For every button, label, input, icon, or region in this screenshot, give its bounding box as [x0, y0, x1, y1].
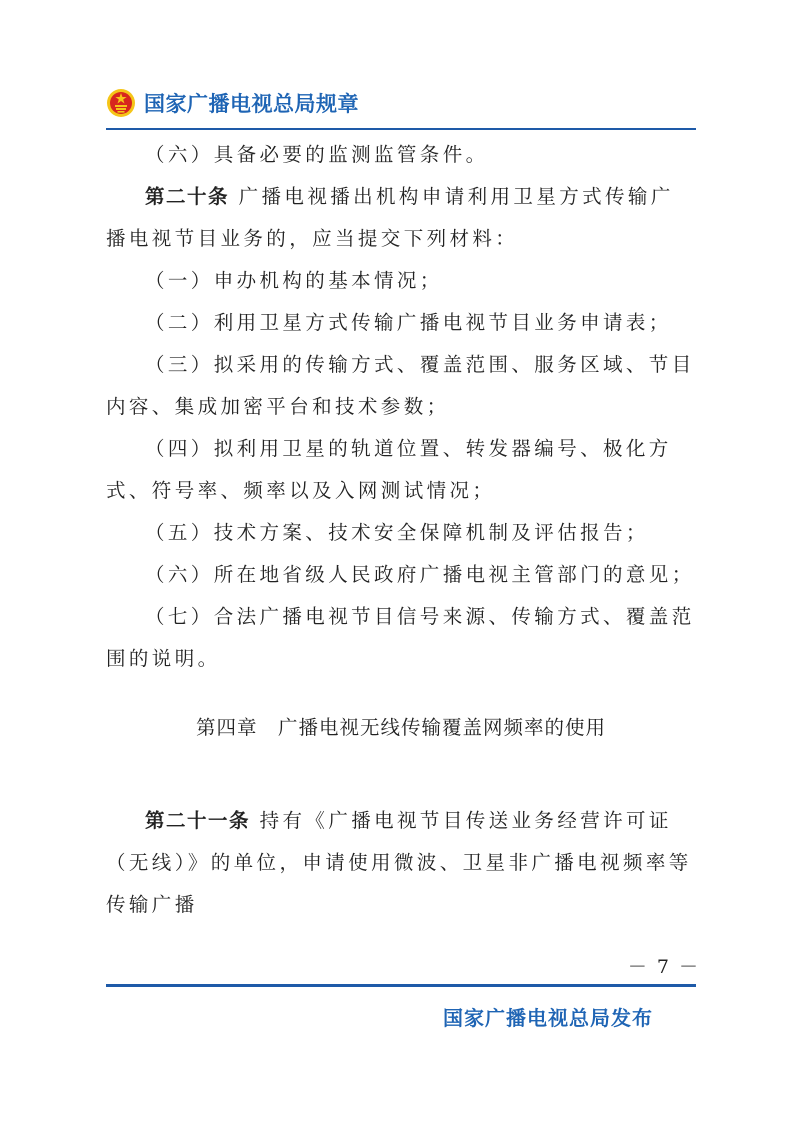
article-number: 第二十条 [145, 185, 230, 208]
header-divider [106, 128, 696, 130]
chapter-heading: 第四章 广播电视无线传输覆盖网频率的使用 [195, 716, 606, 739]
header-title: 国家广播电视总局规章 [144, 92, 359, 116]
document-body-continued [106, 800, 696, 926]
list-item: （四）拟利用卫星的轨道位置、转发器编号、极化方式、符号率、频率以及入网测试情况； [106, 437, 672, 502]
list-item: （二）利用卫星方式传输广播电视节目业务申请表； [145, 311, 672, 334]
page-header [106, 86, 359, 120]
paragraph: （六）具备必要的监测监管条件。 [145, 143, 489, 166]
footer-divider [106, 984, 696, 987]
article-number: 第二十一条 [145, 809, 251, 832]
national-emblem-icon [106, 88, 136, 118]
list-item: （三）拟采用的传输方式、覆盖范围、服务区域、节目内容、集成加密平台和技术参数； [106, 353, 695, 418]
article-paragraph [106, 176, 696, 260]
article-text: 广播电视播出机构申请利用卫星方式传输广播电视节目业务的，应当提交下列材料： [106, 185, 674, 250]
list-item: （一）申办机构的基本情况； [145, 269, 443, 292]
page-number: － 7 － [627, 956, 700, 978]
document-body [106, 134, 696, 680]
list-item: （七）合法广播电视节目信号来源、传输方式、覆盖范围的说明。 [106, 605, 695, 670]
list-item: （六）所在地省级人民政府广播电视主管部门的意见； [145, 563, 695, 586]
article-paragraph [106, 800, 696, 926]
list-item: （五）技术方案、技术安全保障机制及评估报告； [145, 521, 649, 544]
footer-publisher: 国家广播电视总局发布 [443, 1006, 653, 1030]
article-text: 持有《广播电视节目传送业务经营许可证（无线）》的单位，申请使用微波、卫星非广播电视频率等传输广播 [106, 809, 692, 916]
